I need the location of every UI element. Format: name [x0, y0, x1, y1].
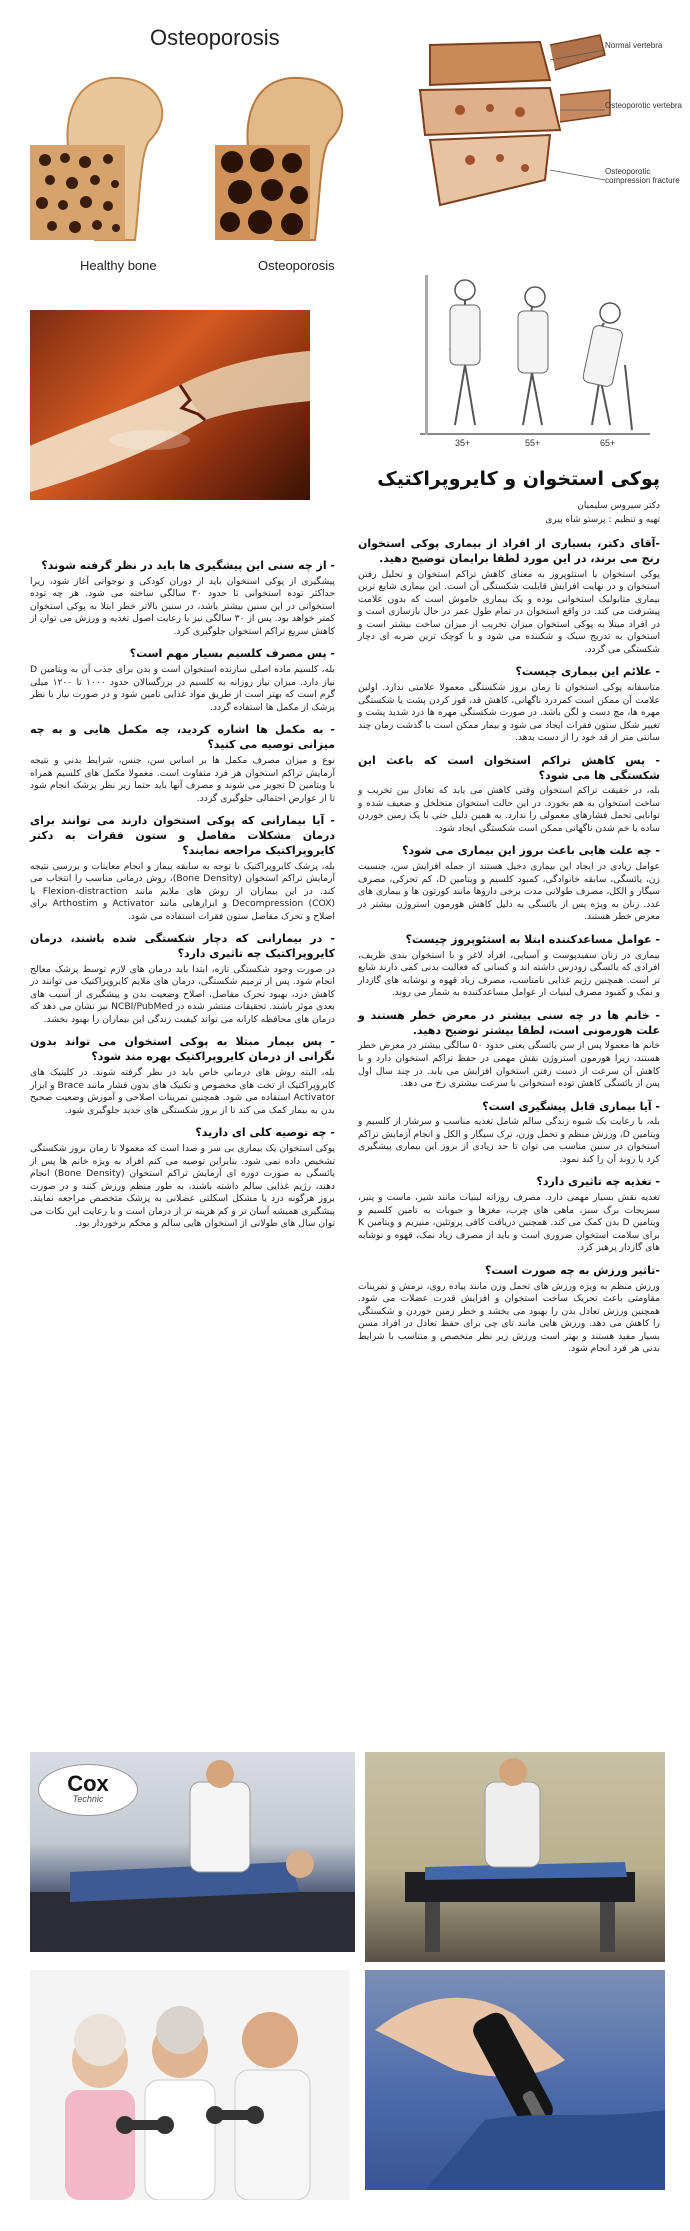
chiropractic-table-photo: [365, 1752, 665, 1962]
article-right-column: [358, 528, 660, 1356]
qa-block: [30, 647, 335, 714]
cox-technic-photo: [30, 1752, 355, 1952]
answer: تغذیه نقش بسیار مهمی دارد. مصرف روزانه لبنیات مانند شیر، ماست و پنیر، سبزیجات برگ سبز، ماهی های چرب، مغزها و حبوبات به تامین کلسیم و ویتامین D بدن کمک می کند. همچنین دریافت کافی پروتئین، منیزیم و ویتامین K برای سلامت استخوان ضروری است و باید از مصرف زیاد نمک، قهوه و نوشابه های گازدار پرهیز کرد.: [358, 1192, 660, 1254]
question: - آیا بیمارانی که پوکی استخوان دارند می توانند برای درمان مشکلات مفاصل و ستون فقرات به دکتر کایروپراکتیک مراجعه نمایند؟: [30, 814, 335, 857]
article-translator: تهیه و تنظیم : پرستو شاه پیری: [545, 515, 660, 525]
question: - از چه سنی این پیشگیری ها باید در نظر گرفته شوند؟: [41, 559, 335, 572]
qa-block: [358, 1009, 660, 1091]
qa-block: [358, 537, 660, 656]
cox-logo-text: Cox: [67, 1771, 109, 1796]
qa-block: [30, 932, 335, 1026]
qa-block: [358, 933, 660, 1000]
qa-block: [358, 844, 660, 923]
qa-block: [358, 1100, 660, 1167]
article-left-column: [30, 550, 335, 1231]
question: - در بیمارانی که دچار شکستگی شده باشند، درمان کایروپراکتیک چه تاثیری دارد؟: [30, 932, 335, 961]
question: - پس کاهش تراکم استخوان است که باعث این شکستگی ها می شود؟: [358, 753, 660, 782]
bone-fracture-image: [30, 310, 310, 500]
qa-block: [30, 559, 335, 638]
answer: نوع و میزان مصرف مکمل ها بر اساس سن، جنس، شرایط بدنی و نتیجه آزمایش تراکم استخوان هر فرد متفاوت است. معمولا مکمل های کلسیم همراه با ویتامین D تجویز می شوند و مصرف آنها باید حتما زیر نظر پزشک انجام شود تا از عوارض احتمالی جلوگیری گردد.: [30, 755, 335, 804]
answer: بیماری در زنان سفیدپوست و آسیایی، افراد لاغر و با استخوان بندی ظریف، افرادی که یائسگی زودرس داشته اند و کسانی که فعالیت بدنی کمی دارند شایع تر است. همچنین رژیم غذایی نامناسب، مصرف زیاد قهوه و نوشابه های گازدار و نمک و کمبود مصرف لبنیات از عوامل مساعدکننده به شمار می روند.: [358, 949, 660, 999]
activator-instrument-photo: [365, 1970, 665, 2190]
answer: متاسفانه پوکی استخوان تا زمان بروز شکستگی معمولا علامتی ندارد. اولین علامت آن ممکن است کمردرد ناگهانی، کاهش قد، قوز کردن پشت یا شکستگی مهره ها، مچ دست و لگن باشد. در صورت شکستگی مهره ها درد شدید پشت و تغییر شکل ستون فقرات ایجاد می شود و بیمار ممکن است با گذشت زمان چند سانتی متر از قد خود را از دست بدهد.: [358, 682, 660, 744]
qa-block: [358, 1175, 660, 1254]
question: - به مکمل ها اشاره کردید، چه مکمل هایی و به چه میزانی توصیه می کنید؟: [30, 723, 335, 752]
qa-block: [358, 665, 660, 744]
question: - خانم ها در چه سنی بیشتر در معرض خطر هستند و علت هورمونی است، لطفا بیشتر توضیح دهید.: [358, 1008, 660, 1037]
qa-block: [30, 814, 335, 923]
figure-title: Osteoporosis: [150, 25, 280, 50]
qa-block: [30, 1035, 335, 1117]
answer: عوامل زیادی در ایجاد این بیماری دخیل هستند از جمله افزایش سن، جنسیت زن، یائسگی، سابقه خانوادگی، کمبود کلسیم و ویتامین D، کم تحرکی، مصرف سیگار و الکل، مصرف طولانی مدت برخی داروها مانند کورتون ها و بیماری های غدد. زنان به ویژه پس از یائسگی به دلیل کاهش هورمون استروژن بیشتر در معرض خطر هستند.: [358, 861, 660, 923]
question: - چه توصیه کلی ای دارید؟: [195, 1126, 335, 1140]
answer: ورزش منظم به ویژه ورزش های تحمل وزن مانند پیاده روی، نرمش و تمرینات مقاومتی باعث تحریک ساخت استخوان و افزایش قدرت عضلات می شود. همچنین ورزش تعادل بدن را بهبود می بخشد و خطر زمین خوردن و شکستگی را کاهش می دهد. ورزش هایی مانند تای چی برای حفظ تعادل در افراد مسن بسیار مفید هستند و بهتر است ورزش زیر نظر متخصص و متناسب با شرایط بدنی هر فرد انجام شود.: [358, 1280, 660, 1355]
answer: بله، کلسیم ماده اصلی سازنده استخوان است و بدن برای جذب آن به ویتامین D نیاز دارد. میزان نیاز روزانه به کلسیم در بزرگسالان حدود ۱۰۰۰ تا ۱۲۰۰ میلی گرم است که بهتر است از طریق مواد غذایی تامین شود و در صورت نیاز با نظر پزشک از مکمل ها استفاده گردد.: [30, 664, 335, 713]
compression-fracture-label: Osteoporotic compression fracture: [605, 167, 680, 185]
women-posture-graphic: [420, 255, 650, 455]
question: -تاثیر ورزش به چه صورت است؟: [484, 1263, 660, 1277]
seniors-graphic: [30, 1970, 350, 2200]
adjustment-scene-graphic: [365, 1752, 665, 1962]
answer: در صورت وجود شکستگی تازه، ابتدا باید درمان های لازم توسط پزشک معالج انجام شود. پس از ترمیم شکستگی، درمان های ملایم کایروپراکتیک می توانند در کاهش درد، بهبود تحرک مفاصل، اصلاح وضعیت بدن و پیشگیری از آسیب های بعدی موثر باشند. تحقیقات منتشر شده در NCBI/PubMed نیز نشان می دهد که درمان های محافظه کارانه می تواند کیفیت زندگی این بیماران را بهبود بخشد.: [30, 963, 335, 1025]
vertebra-diagram: [400, 30, 690, 230]
question: - پس مصرف کلسیم بسیار مهم است؟: [129, 647, 335, 661]
cox-logo-subtext: Technic: [72, 1794, 104, 1804]
qa-block: [30, 723, 335, 805]
question: - تغذیه چه تاثیری دارد؟: [536, 1175, 660, 1189]
qa-block: [30, 1126, 335, 1230]
vertebra-illustration: [400, 30, 690, 230]
age-label-35: 35+: [455, 438, 471, 448]
question: - علائم این بیماری چیست؟: [515, 665, 660, 679]
qa-block: [358, 1264, 660, 1356]
healthy-bone-label: Healthy bone: [80, 258, 157, 273]
article-title: پوکی استخوان و کایروپراکتیک: [377, 468, 660, 490]
answer: بله، در حقیقت تراکم استخوان وقتی کاهش می یابد که تعادل بین تخریب و ساخت استخوان به هم بخورد. در این حالت استخوان متخلخل و ضعیف شده و توانایی تحمل فشارهای معمولی را ندارد. به همین دلیل حتی با یک زمین خوردن ساده یا خم شدن ناگهانی ممکن است شکستگی ایجاد شود.: [358, 785, 660, 834]
age-label-55: 55+: [525, 438, 541, 448]
bone-comparison-illustration: [0, 0, 380, 290]
question: - عوامل مساعدکننده ابتلا به استئوپروز چیست؟: [405, 932, 660, 946]
osteoporotic-vertebra-label: Osteoporotic vertebra: [605, 101, 682, 110]
cox-logo: [38, 1764, 138, 1816]
answer: بله، البته روش های درمانی خاص باید در نظر گرفته شوند. در کلینیک های کایروپراکتیک از تخت های مخصوص و تکنیک های بدون فشار مانند Brace و ابزار Activator استفاده می شود. همچنین تمرینات اصلاحی و آموزش وضعیت صحیح بدن به بیمار کمک می کند تا از بروز شکستگی های جدید جلوگیری شود.: [30, 1067, 335, 1116]
answer: بله، پزشک کایروپراکتیک با توجه به سابقه بیمار و انجام معاینات و بررسی نتیجه آزمایش تراکم استخوان (Bone Density)، روش درمانی مناسب را انتخاب می کند. در این بیماران از روش های ملایم مانند Flexion-distraction یا Decompression (COX) و ابزارهایی مانند Activator و Arthostim برای اصلاح و تحرک مفاصل ستون فقرات استفاده می شود.: [30, 860, 336, 922]
osteoporosis-diagram: [0, 0, 380, 290]
answer: بله، با رعایت یک شیوه زندگی سالم شامل تغذیه مناسب و سرشار از کلسیم و ویتامین D، ورزش منظم و تحمل وزن، ترک سیگار و الکل و انجام آزمایش تراکم استخوان در سنین مناسب می توان تا حد زیادی از بروز این بیماری پیشگیری کرد یا روند آن را کند نمود.: [358, 1116, 660, 1165]
question: - پس بیمار مبتلا به پوکی استخوان می تواند بدون نگرانی از درمان کایروپراکتیک بهره مند شود؟: [30, 1035, 335, 1064]
fractured-bone-graphic: [30, 310, 310, 500]
answer: پیشگیری از پوکی استخوان باید از دوران کودکی و نوجوانی آغاز شود، زیرا حداکثر توده استخوانی تا حدود ۳۰ سالگی ساخته می شود. هر چه توده استخوانی در این سنین بیشتر باشد، در سنین بالاتر خطر ابتلا به پوکی استخوان کمتر خواهد بود. پس از ۳۰ سالگی نیز با رعایت اصول تغذیه و ورزش می توان از کاهش سریع تراکم استخوان جلوگیری کرد.: [30, 575, 335, 637]
seniors-exercise-photo: [30, 1970, 350, 2200]
answer: پوکی استخوان یک بیماری بی سر و صدا است که معمولا تا زمان بروز شکستگی تشخیص داده نمی شود. بنابراین توصیه می کنم افراد به ویژه خانم ها پس از یائسگی به صورت دوره ای آزمایش تراکم استخوان (Bone Density) انجام دهند، رژیم غذایی سالم داشته باشند، به طور منظم ورزش کنند و در صورت بروز هرگونه درد یا مشکل اسکلتی عضلانی به پزشک متخصص مراجعه نمایند. پیشگیری همیشه آسان تر و کم هزینه تر از درمان است و با رعایت این نکات می توان سال های طولانی از استخوان هایی سالم و محکم برخوردار بود.: [30, 1143, 336, 1230]
question: -آقای دکتر، بسیاری از افراد از بیماری پوکی استخوان رنج می برند، در این مورد لطفا برایمان توضیح دهید.: [358, 537, 660, 565]
osteoporosis-label: Osteoporosis: [258, 258, 335, 273]
activator-graphic: [365, 1970, 665, 2190]
answer: خانم ها معمولا پس از سن یائسگی یعنی حدود ۵۰ سالگی بیشتر در معرض خطر هستند، زیرا هورمون استروژن نقش مهمی در حفظ تراکم استخوان دارد و با کاهش آن سرعت از دست رفتن استخوان افزایش می یابد. در چند سال اول پس از یائسگی کاهش توده استخوانی با سرعت بیشتری رخ می دهد.: [358, 1040, 660, 1090]
posture-ages-illustration: [420, 255, 650, 455]
normal-vertebra-label: Normal vertebra: [605, 41, 663, 50]
question: - چه علت هایی باعث بروز این بیماری می شود؟: [402, 844, 660, 858]
article-author: دکتر سیروس سلیمیان: [577, 501, 660, 511]
qa-block: [358, 754, 660, 836]
age-label-65: 65+: [600, 438, 616, 448]
answer: پوکی استخوان یا استئوپروز به معنای کاهش تراکم استخوان و تحلیل رفتن استخوان و در نهایت افزایش قابلیت شکستگی آن است. این بیماری شایع ترین بیماری متابولیک استخوانی بوده و یک بیماری خاموش است که بدون علامت پیشرفت می کند. در واقع استخوان در تمام طول عمر در حال بازسازی است و در افراد مبتلا به پوکی استخوان میزان تخریب از میزان ساخت بیشتر است و استخوان به تدریج سبک و شکننده می شود و با کوچک ترین ضربه ای دچار شکستگی می گردد.: [358, 568, 660, 655]
question: - آیا بیماری قابل پیشگیری است؟: [482, 1099, 660, 1113]
